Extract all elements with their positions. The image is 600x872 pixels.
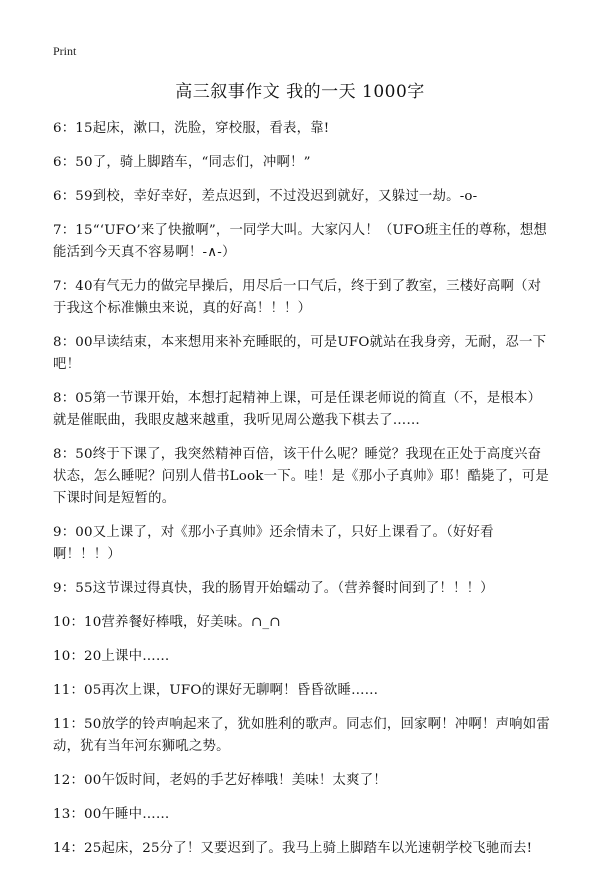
entry-1425-wake: 14：25起床，25分了！又要迟到了。我马上骑上脚踏车以光速朝学校飞驰而去! bbox=[53, 841, 533, 856]
entry-0600-wake: 6：15起床，漱口，洗脸，穿校服，看表，靠! bbox=[53, 121, 330, 136]
page-title: 高三叙事作文 我的一天 1000字 bbox=[175, 82, 425, 102]
entry-0850-break: 8：50终于下课了，我突然精神百倍，该干什么呢？睡觉？我现在正处于高度兴奋状态，怎么睡呢？问别人借书Look一下。哇！是《那小子真帅》耶！酷毙了，可是下课时间是短暂的。 bbox=[53, 447, 550, 506]
entry-0805-first-class: 8：05第一节课开始，本想打起精神上课，可是任课老师说的简直（不，是根本）就是催眠曲，我眼皮越来越重，我听见周公邀我下棋去了…… bbox=[53, 391, 542, 428]
entry-0715-ufo: 7：15“‘UFO’来了快撤啊”，一同学大叫。大家闪人！（UFO班主任的尊称，想想能活到今天真不容易啊！-∧-） bbox=[53, 223, 548, 260]
entry-0800-reading: 8：00早读结束，本来想用来补充睡眠的，可是UFO就站在我身旁，无耐，忍一下吧！ bbox=[53, 335, 547, 372]
entry-1010-meal: 10：10营养餐好棒哦，好美味。∩_∩ bbox=[53, 615, 281, 630]
print-link[interactable]: Print bbox=[53, 44, 77, 58]
diary-entries bbox=[53, 118, 553, 872]
entry-0955-class: 9：55这节课过得真快，我的肠胃开始蠕动了。（营养餐时间到了！！！） bbox=[53, 581, 494, 596]
entry-1020-class: 10：20上课中…… bbox=[53, 649, 170, 664]
entry-1150-dismissal: 11：50放学的铃声响起来了，犹如胜利的歌声。同志们，回家啊！冲啊！声响如雷动，犹有当年河东狮吼之势。 bbox=[53, 717, 550, 754]
entry-1105-class: 11：05再次上课，UFO的课好无聊啊！昏昏欲睡…… bbox=[53, 683, 379, 698]
entry-0659-arrive: 6：59到校，幸好幸好，差点迟到，不过没迟到就好，又躲过一劫。-o- bbox=[53, 189, 478, 204]
entry-0650-ride: 6：50了，骑上脚踏车，“同志们，冲啊！” bbox=[53, 155, 311, 170]
entry-1300-nap: 13：00午睡中…… bbox=[53, 807, 170, 822]
entry-1200-lunch: 12：00午饭时间，老妈的手艺好棒哦！美味！太爽了！ bbox=[53, 773, 387, 788]
entry-0900-class: 9：00又上课了，对《那小子真帅》还余情未了，只好上课看了。（好好看啊！！！） bbox=[53, 525, 494, 562]
entry-0740-exercise: 7：40有气无力的做完早操后，用尽后一口气后，终于到了教室，三楼好高啊（对于我这个标准懒虫来说，真的好高！！！） bbox=[53, 279, 542, 316]
